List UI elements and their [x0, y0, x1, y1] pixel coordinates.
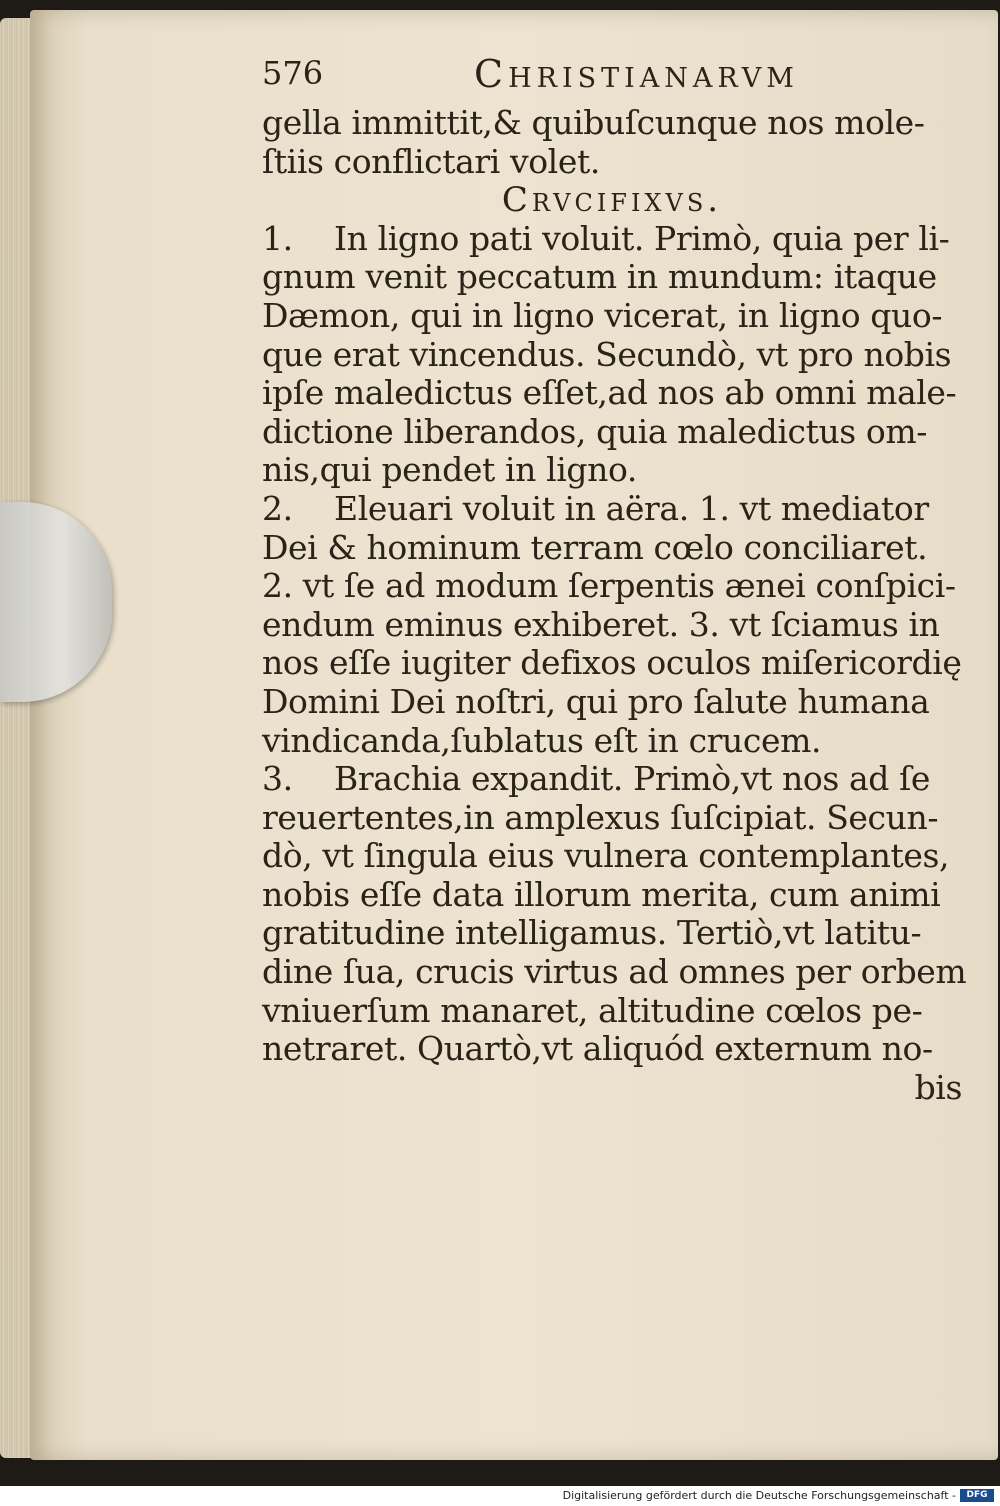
text-line	[262, 799, 962, 838]
text-line	[262, 104, 962, 143]
line-text: dine ſua, crucis virtus ad omnes per orbem	[262, 952, 967, 992]
text-line	[262, 683, 962, 722]
line-text: gnum venit peccatum in mundum: itaque	[262, 257, 937, 297]
line-text: vindicanda,ſublatus eſt in crucem.	[262, 720, 822, 760]
text-line	[262, 413, 962, 452]
line-text: ipſe maledictus eſſet,ad nos ab omni male-	[262, 373, 957, 413]
running-title: Christianarvm	[474, 52, 799, 96]
text-line	[262, 1030, 962, 1069]
text-line	[262, 297, 962, 336]
paragraph-number: 2.	[262, 488, 293, 528]
text-line	[262, 644, 962, 683]
text-line	[262, 876, 962, 915]
funding-credit: Digitalisierung gefördert durch die Deutsche Forschungsgemeinschaft -	[562, 1489, 956, 1502]
line-text: que erat vincendus. Secundò, vt pro nobis	[262, 334, 952, 374]
line-text: nobis eſſe data illorum merita, cum animi	[262, 874, 941, 914]
line-text: nis,qui pendet in ligno.	[262, 450, 637, 490]
text-line	[262, 336, 962, 375]
text-line	[262, 722, 962, 761]
text-line	[262, 181, 962, 220]
line-text: gella immittit,& quibuſcunque nos mole-	[262, 103, 925, 142]
line-text: ſtiis conflictari volet.	[262, 141, 600, 181]
line-text: Domini Dei noſtri, qui pro ſalute humana	[262, 681, 930, 721]
line-text: nos eſſe iugiter defixos oculos miſericordię	[262, 643, 962, 683]
line-text: netraret. Quartò,vt aliquód externum no-	[262, 1029, 933, 1069]
text-line	[262, 143, 962, 182]
text-line	[262, 914, 962, 953]
footer-bar	[0, 1486, 1000, 1506]
text-lines	[262, 103, 967, 1107]
page-text	[262, 48, 967, 1107]
text-line	[262, 952, 967, 992]
text-line	[262, 490, 962, 529]
line-text: Eleuari voluit in aëra. 1. vt mediator	[334, 488, 929, 528]
line-text: vniuerſum manaret, altitudine cœlos pe-	[262, 990, 923, 1030]
text-line	[262, 451, 962, 490]
paragraph-number: 3.	[262, 759, 293, 799]
text-line	[262, 258, 962, 297]
text-line	[262, 374, 962, 413]
line-text: endum eminus exhiberet. 3. vt ſciamus in	[262, 604, 940, 644]
line-text: gratitudine intelligamus. Tertiò,vt latitu-	[262, 913, 922, 953]
line-text: Crvcifixvs.	[501, 180, 723, 221]
dfg-logo: DFG	[960, 1489, 994, 1502]
line-text: 2. vt ſe ad modum ſerpentis ænei conſpici-	[262, 566, 956, 606]
running-head	[262, 48, 962, 104]
text-line	[262, 567, 962, 606]
line-text: bis	[914, 1067, 962, 1107]
line-text: Brachia expandit. Primò,vt nos ad ſe	[334, 759, 931, 799]
line-text: reuertentes,in amplexus ſuſcipiat. Secun-	[262, 797, 939, 837]
line-text: Dæmon, qui in ligno vicerat, in ligno quo-	[262, 295, 943, 335]
text-line	[262, 837, 962, 876]
text-line	[262, 529, 962, 568]
page-number: 576	[262, 54, 324, 92]
text-line	[262, 760, 962, 799]
line-text: In ligno pati voluit. Primò, quia per li-	[334, 218, 950, 258]
text-line	[262, 992, 962, 1031]
text-line	[262, 1069, 962, 1108]
line-text: dò, vt ſingula eius vulnera contemplantes,	[262, 836, 950, 876]
line-text: Dei & hominum terram cœlo conciliaret.	[262, 527, 928, 567]
line-text: dictione liberandos, quia maledictus om-	[262, 411, 928, 451]
text-line	[262, 606, 962, 645]
text-line	[262, 220, 962, 259]
paragraph-number: 1.	[262, 218, 293, 258]
